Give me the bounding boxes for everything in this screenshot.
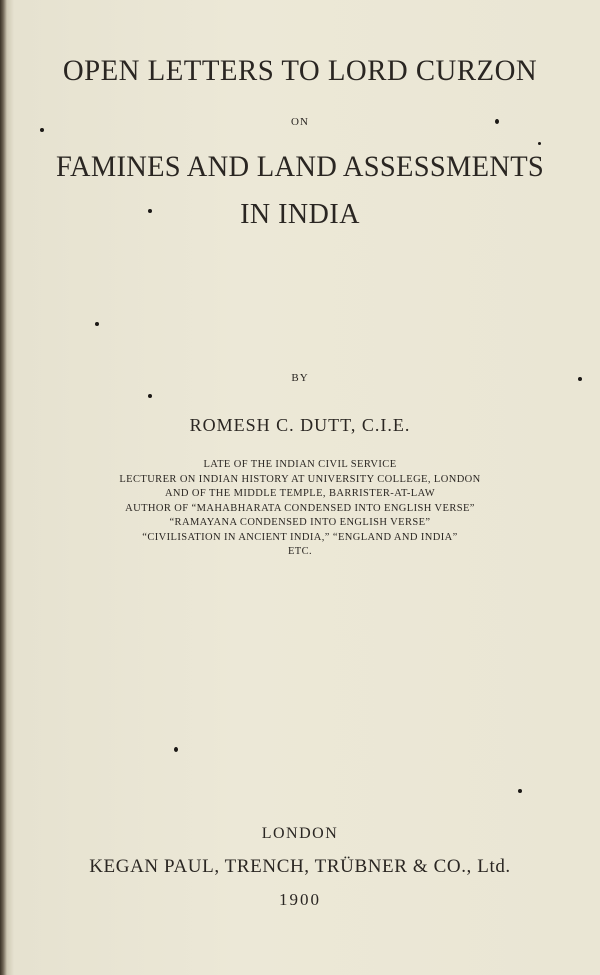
title-line-3: IN INDIA: [240, 199, 360, 230]
author-name: ROMESH C. DUTT, C.I.E.: [189, 415, 411, 435]
title-connector: ON: [291, 116, 309, 128]
scan-speck: [518, 789, 522, 793]
scan-speck: [578, 377, 582, 381]
credential-line: “CIVILISATION IN ANCIENT INDIA,” “ENGLAND AND INDIA”: [142, 531, 458, 543]
title-line-1: OPEN LETTERS TO LORD CURZON: [62, 54, 538, 87]
title-line-2: FAMINES AND LAND ASSESSMENTS: [55, 150, 545, 183]
scan-speck: [495, 119, 499, 124]
credential-line: LECTURER ON INDIAN HISTORY AT UNIVERSITY COLLEGE, LONDON: [119, 473, 481, 485]
imprint-publisher: KEGAN PAUL, TRENCH, TRÜBNER & CO., Ltd.: [89, 856, 511, 877]
author-credentials: [0, 458, 600, 560]
scan-speck: [95, 322, 99, 326]
credential-line: ETC.: [287, 546, 313, 557]
scan-speck: [148, 394, 152, 398]
imprint-year: 1900: [279, 890, 321, 909]
credential-line: AND OF THE MIDDLE TEMPLE, BARRISTER-AT-LAW: [164, 488, 436, 499]
imprint-city: LONDON: [261, 825, 339, 842]
scan-speck: [40, 128, 44, 132]
scan-speck: [538, 142, 541, 145]
credential-line: LATE OF THE INDIAN CIVIL SERVICE: [203, 459, 397, 470]
byline: BY: [291, 372, 309, 384]
scan-speck: [148, 209, 152, 213]
credential-line: AUTHOR OF “MAHABHARATA CONDENSED INTO ENGLISH VERSE”: [125, 502, 475, 514]
scan-speck: [174, 747, 178, 752]
credential-line: “RAMAYANA CONDENSED INTO ENGLISH VERSE”: [169, 517, 431, 528]
